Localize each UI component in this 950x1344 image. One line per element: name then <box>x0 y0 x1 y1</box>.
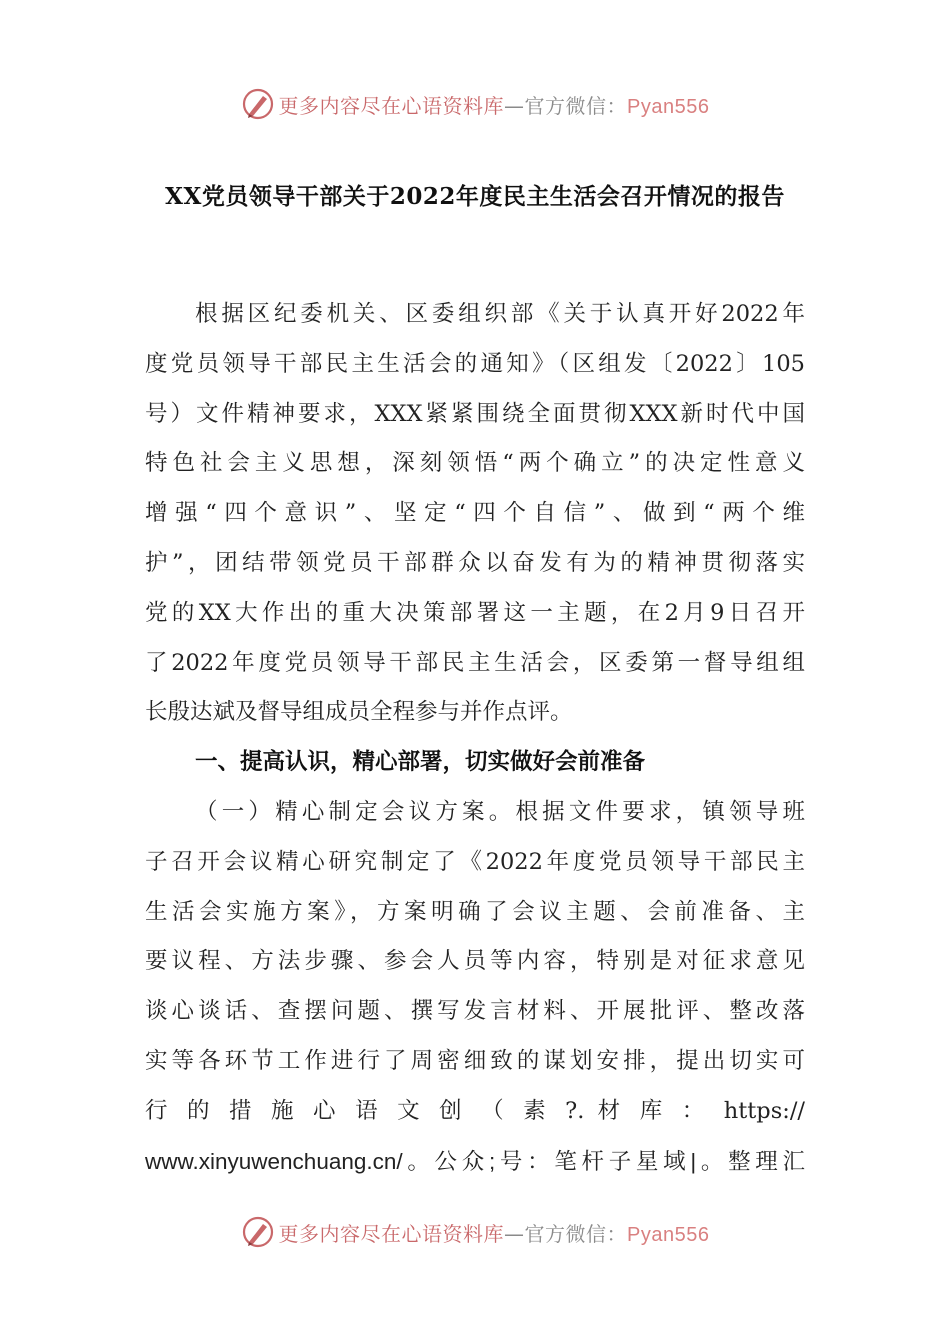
pen-circle-logo-icon <box>241 87 275 121</box>
banner-official-label: —官方微信： <box>504 93 628 118</box>
paragraph-line: 护”，团结带领党员干部群众以奋发有为的精神贯彻落实 <box>145 549 805 576</box>
paragraph-line: 长殷达斌及督导组成员全程参与并作点评。 <box>145 699 573 726</box>
pen-circle-logo-icon <box>241 1215 275 1249</box>
paragraph-line: 行 的 措 施 心 语 文 创 （ 素 ?. 材 库 ： https:// <box>145 1097 805 1124</box>
paragraph-line: 度党员领导干部民主生活会的通知》（区组发〔2022〕105 <box>145 350 805 377</box>
paragraph-line: 特色社会主义思想，深刻领悟“两个确立”的决定性意义 <box>145 450 805 477</box>
banner-wechat-id: Pyan556 <box>627 95 710 118</box>
paragraph-line: 子召开会议精心研究制定了《2022年度党员领导干部民主 <box>145 848 805 875</box>
document-body <box>145 290 805 1186</box>
banner-brand: 更多内容尽在心语资料库 <box>278 93 505 118</box>
paragraph-line: 了2022年度党员领导干部民主生活会，区委第一督导组组 <box>145 649 805 676</box>
paragraph-line: 根据区纪委机关、区委组织部《关于认真开好2022年 <box>195 301 805 327</box>
document-title: XX党员领导干部关于2022年度民主生活会召开情况的报告 <box>165 183 785 210</box>
paragraph-line: www.xinyuwenchuang.cn/。公众;号：笔杆子星域|。整理汇 <box>145 1148 805 1174</box>
paragraph-line: 号）文件精神要求，XXX紧紧围绕全面贯彻XXX新时代中国 <box>145 400 805 427</box>
banner-official-label: —官方微信： <box>504 1221 628 1246</box>
banner-text <box>279 1218 710 1247</box>
paragraph-line: 增强“四个意识”、坚定“四个自信”、做到“两个维 <box>145 500 805 527</box>
section-heading: 一、提高认识，精心部署，切实做好会前准备 <box>195 749 646 776</box>
banner-wechat-id: Pyan556 <box>627 1223 710 1246</box>
banner-brand: 更多内容尽在心语资料库 <box>278 1221 505 1246</box>
paragraph-line: 要议程、方法步骤、参会人员等内容，特别是对征求意见 <box>145 948 805 975</box>
paragraph-line: （一）精心制定会议方案。根据文件要求，镇领导班 <box>195 798 805 825</box>
paragraph-line: 谈心谈话、查摆问题、撰写发言材料、开展批评、整改落 <box>145 998 805 1025</box>
paragraph-line: 生活会实施方案》，方案明确了会议主题、会前准备、主 <box>145 898 805 925</box>
banner-text <box>279 90 710 119</box>
header-watermark-banner <box>0 84 950 124</box>
footer-watermark-banner <box>0 1212 950 1252</box>
paragraph-line: 实等各环节工作进行了周密细致的谋划安排，提出切实可 <box>145 1047 805 1074</box>
paragraph-line: 党的XX大作出的重大决策部署这一主题，在2月9日召开 <box>145 599 805 626</box>
